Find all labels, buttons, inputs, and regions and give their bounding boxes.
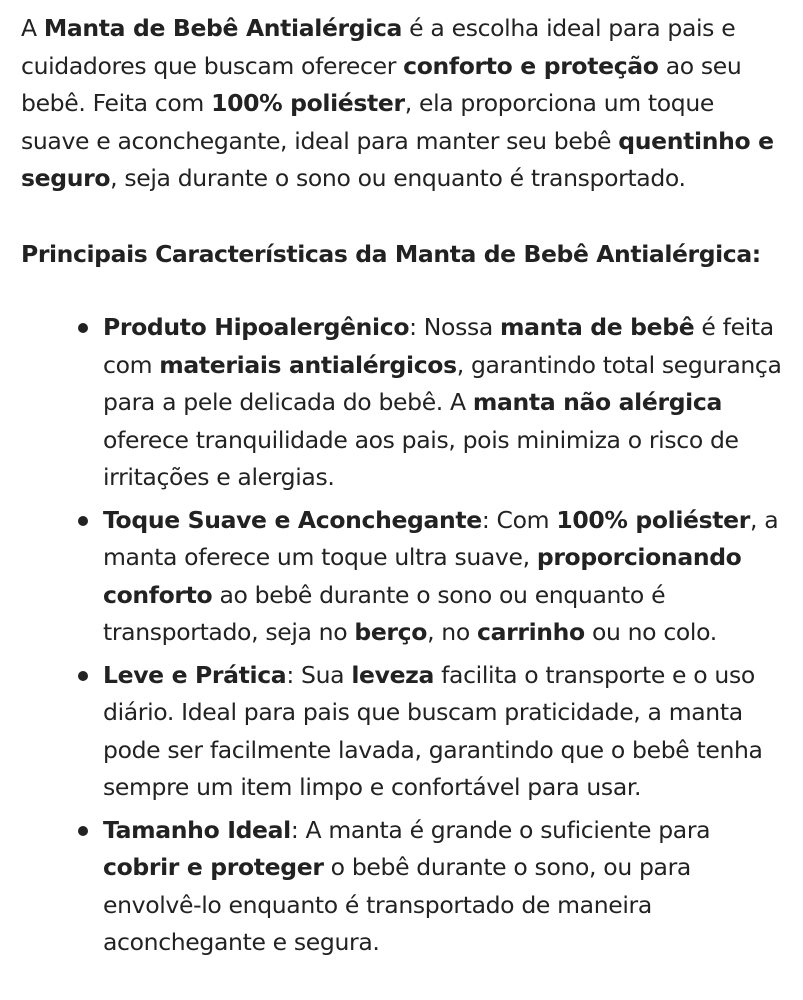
feature-bold-text: 100% poliéster	[556, 505, 750, 534]
feature-item-soft-touch	[103, 502, 789, 652]
features-list	[21, 309, 789, 962]
feature-title: Leve e Prática	[103, 660, 287, 689]
intro-text: , ela proporciona um toque suave e aconchegante, ideal para manter seu bebê	[21, 89, 715, 155]
intro-text: é a escolha ideal para pais e cuidadores que buscam oferecer	[21, 14, 736, 80]
intro-paragraph	[21, 10, 789, 198]
intro-text: A	[21, 14, 44, 42]
feature-title: Tamanho Ideal	[103, 815, 291, 844]
feature-text: facilita o transporte e o uso diário. Ideal para pais que buscam praticidade, a manta pode ser facilmente lavada, garantindo que o bebê tenha sempre um item limpo e confortável para usar.	[103, 660, 763, 801]
feature-bold-text: leveza	[351, 660, 434, 689]
intro-bold-product-name: Manta de Bebê Antialérgica	[43, 14, 403, 42]
feature-text: oferece tranquilidade aos pais, pois minimiza o risco de irritações e alergias.	[103, 425, 739, 491]
bullet-icon	[78, 671, 88, 681]
feature-text: : A manta é grande o suficiente para	[290, 815, 711, 844]
feature-title: Produto Hipoalergênico	[103, 313, 410, 341]
feature-text: ao bebê durante o sono ou enquanto é transportado, seja no	[103, 580, 666, 646]
feature-bold-text: carrinho	[477, 618, 585, 646]
feature-text: : Com	[481, 505, 557, 534]
bullet-icon	[78, 516, 88, 526]
feature-text: : Nossa	[409, 313, 501, 341]
feature-text: : Sua	[286, 660, 352, 689]
feature-bold-text: materiais antialérgicos	[159, 350, 457, 379]
feature-bold-text: manta não alérgica	[472, 388, 722, 416]
intro-bold-comfort: conforto e proteção	[403, 51, 659, 80]
feature-item-light-practical	[103, 657, 789, 807]
section-heading: Principais Características da Manta de Bebê Antialérgica:	[21, 239, 761, 268]
feature-item-hypoallergenic	[103, 309, 789, 497]
feature-text: , a manta oferece um toque ultra suave,	[103, 505, 779, 571]
bullet-icon	[78, 826, 88, 836]
feature-title: Toque Suave e Aconchegante	[103, 505, 482, 534]
bullet-icon	[78, 323, 88, 333]
intro-text: , seja durante o sono ou enquanto é transportado.	[110, 164, 686, 192]
feature-text: o bebê durante o sono, ou para envolvê-lo enquanto é transportado de maneira aconchegante e segura.	[103, 853, 691, 956]
feature-bold-text: manta de bebê	[500, 313, 695, 341]
feature-bold-text: cobrir e proteger	[103, 853, 324, 881]
feature-bold-text: proporcionando conforto	[103, 543, 742, 609]
intro-text: ao seu bebê. Feita com	[21, 51, 742, 117]
intro-bold-material: 100% poliéster	[211, 89, 405, 117]
feature-item-ideal-size	[103, 812, 789, 962]
feature-bold-text: berço	[354, 618, 428, 646]
intro-bold-warm-safe: quentinho e seguro	[21, 126, 774, 192]
feature-text: é feita com	[103, 313, 774, 379]
feature-text: , no	[427, 618, 477, 646]
feature-text: ou no colo.	[584, 618, 717, 646]
feature-text: , garantindo total segurança para a pele delicada do bebê. A	[103, 350, 782, 416]
